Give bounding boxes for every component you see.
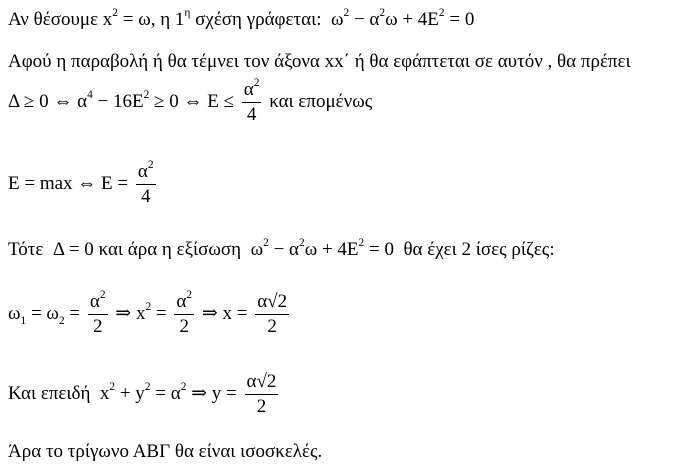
line-y-value xyxy=(8,370,281,419)
formula-equation: $\omega^2 - \alpha^2\omega + 4E^2 = 0$ xyxy=(245,236,399,260)
formula-equation: $\omega^2 - \alpha^2\omega + 4E^2 = 0$ xyxy=(326,6,475,30)
formula-x2-omega: $x^2 = \omega$ xyxy=(102,6,151,30)
text: Και επειδή xyxy=(8,382,91,404)
formula-max: E = max ⇔ E = xyxy=(8,172,129,194)
text: Αν θέσουμε xyxy=(8,9,99,30)
formula-roots: $\omega_1 = \omega_2$ = xyxy=(8,302,81,327)
text: και άρα η εξίσωση xyxy=(98,239,242,260)
fraction-alpha2-over-2: $\frac{\alpha^2}{2}$ xyxy=(176,288,193,337)
fraction-alpha-sqrt2-over-2: $\frac{\alpha√2}{2}$ xyxy=(246,371,277,417)
line-conclusion: Άρα το τρίγωνο ΑΒΓ θα είναι ισοσκελές. xyxy=(8,441,323,462)
formula-delta-zero: Δ = 0 xyxy=(48,239,94,260)
superscript: η xyxy=(184,6,191,19)
text: θα έχει 2 ίσες ρίζες: xyxy=(403,239,555,260)
fraction-alpha2-over-4: $\frac{\alpha^2}{4}$ xyxy=(137,158,154,207)
text: σχέση γράφεται: xyxy=(195,9,322,30)
line-max xyxy=(8,160,159,209)
line-substitution xyxy=(8,8,474,32)
line-equal-roots xyxy=(8,238,555,262)
fraction-alpha2-over-4: $\frac{\alpha^2}{4}$ xyxy=(243,76,260,125)
line-discriminant xyxy=(8,78,372,127)
formula-y: $x^2 + y^2 = \alpha^2$ ⇒ y = xyxy=(95,380,237,404)
fraction-alpha2-over-2: $\frac{\alpha^2}{2}$ xyxy=(89,288,106,337)
text: και επομένως xyxy=(269,90,373,112)
text: Τότε xyxy=(8,239,44,260)
formula-discriminant: Δ ≥ 0 ⇔ $\alpha^4 - 16E^2 \ge 0$ ⇔ E ≤ xyxy=(8,88,235,112)
text: , η 1 xyxy=(150,9,185,30)
line-roots: $\omega_1 = \omega_2$ = $\frac{\alpha^2}{2}$ ⇒ $x^2$ = $\frac{\alpha^2}{2}$ ⇒ x = $\frac{\alpha√2}{2}$ xyxy=(8,288,288,337)
fraction-alpha-sqrt2-over-2: $\frac{\alpha√2}{2}$ xyxy=(257,291,288,337)
line-parabola: Αφού η παραβολή ή θα τέμνει τον άξονα xx΄ ή θα εφάπτεται σε αυτόν , θα πρέπει xyxy=(8,51,631,72)
